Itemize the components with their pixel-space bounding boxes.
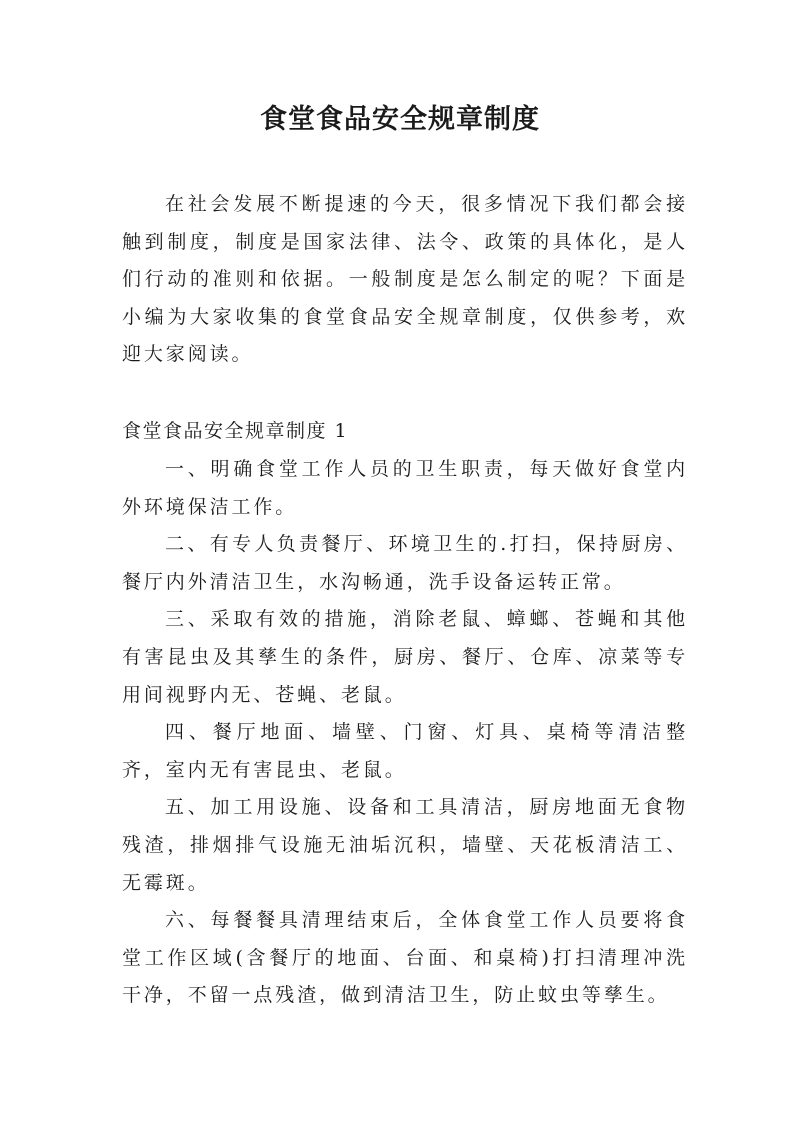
rule-item: 三、采取有效的措施，消除老鼠、蟑螂、苍蝇和其他有害昆虫及其孳生的条件，厨房、餐厅、仓库、凉菜等专用间视野内无、苍蝇、老鼠。 [122,608,688,706]
rules-list [122,451,688,1015]
rule-item: 六、每餐餐具清理结束后，全体食堂工作人员要将食堂工作区域(含餐厅的地面、台面、和桌椅)打扫清理冲洗干净，不留一点残渣，做到清洁卫生，防止蚊虫等孳生。 [122,909,688,1007]
intro-text: 在社会发展不断提速的今天，很多情况下我们都会接触到制度，制度是国家法律、法令、政策的具体化，是人们行动的准则和依据。一般制度是怎么制定的呢？下面是小编为大家收集的食堂食品安全规章制度，仅供参考，欢迎大家阅读。 [122,193,688,366]
intro-paragraph [122,186,688,374]
document-title: 食堂食品安全规章制度 [260,104,540,135]
section-heading: 食堂食品安全规章制度 1 [122,420,349,442]
rule-item: 五、加工用设施、设备和工具清洁，厨房地面无食物残渣，排烟排气设施无油垢沉积，墙壁、天花板清洁工、无霉斑。 [122,796,688,894]
rule-item: 二、有专人负责餐厅、环境卫生的.打扫，保持厨房、餐厅内外清洁卫生，水沟畅通，洗手设备运转正常。 [122,533,688,593]
rule-item: 四、餐厅地面、墙壁、门窗、灯具、桌椅等清洁整齐，室内无有害昆虫、老鼠。 [122,721,688,781]
rule-item: 一、明确食堂工作人员的卫生职责，每天做好食堂内外环境保洁工作。 [122,458,688,518]
